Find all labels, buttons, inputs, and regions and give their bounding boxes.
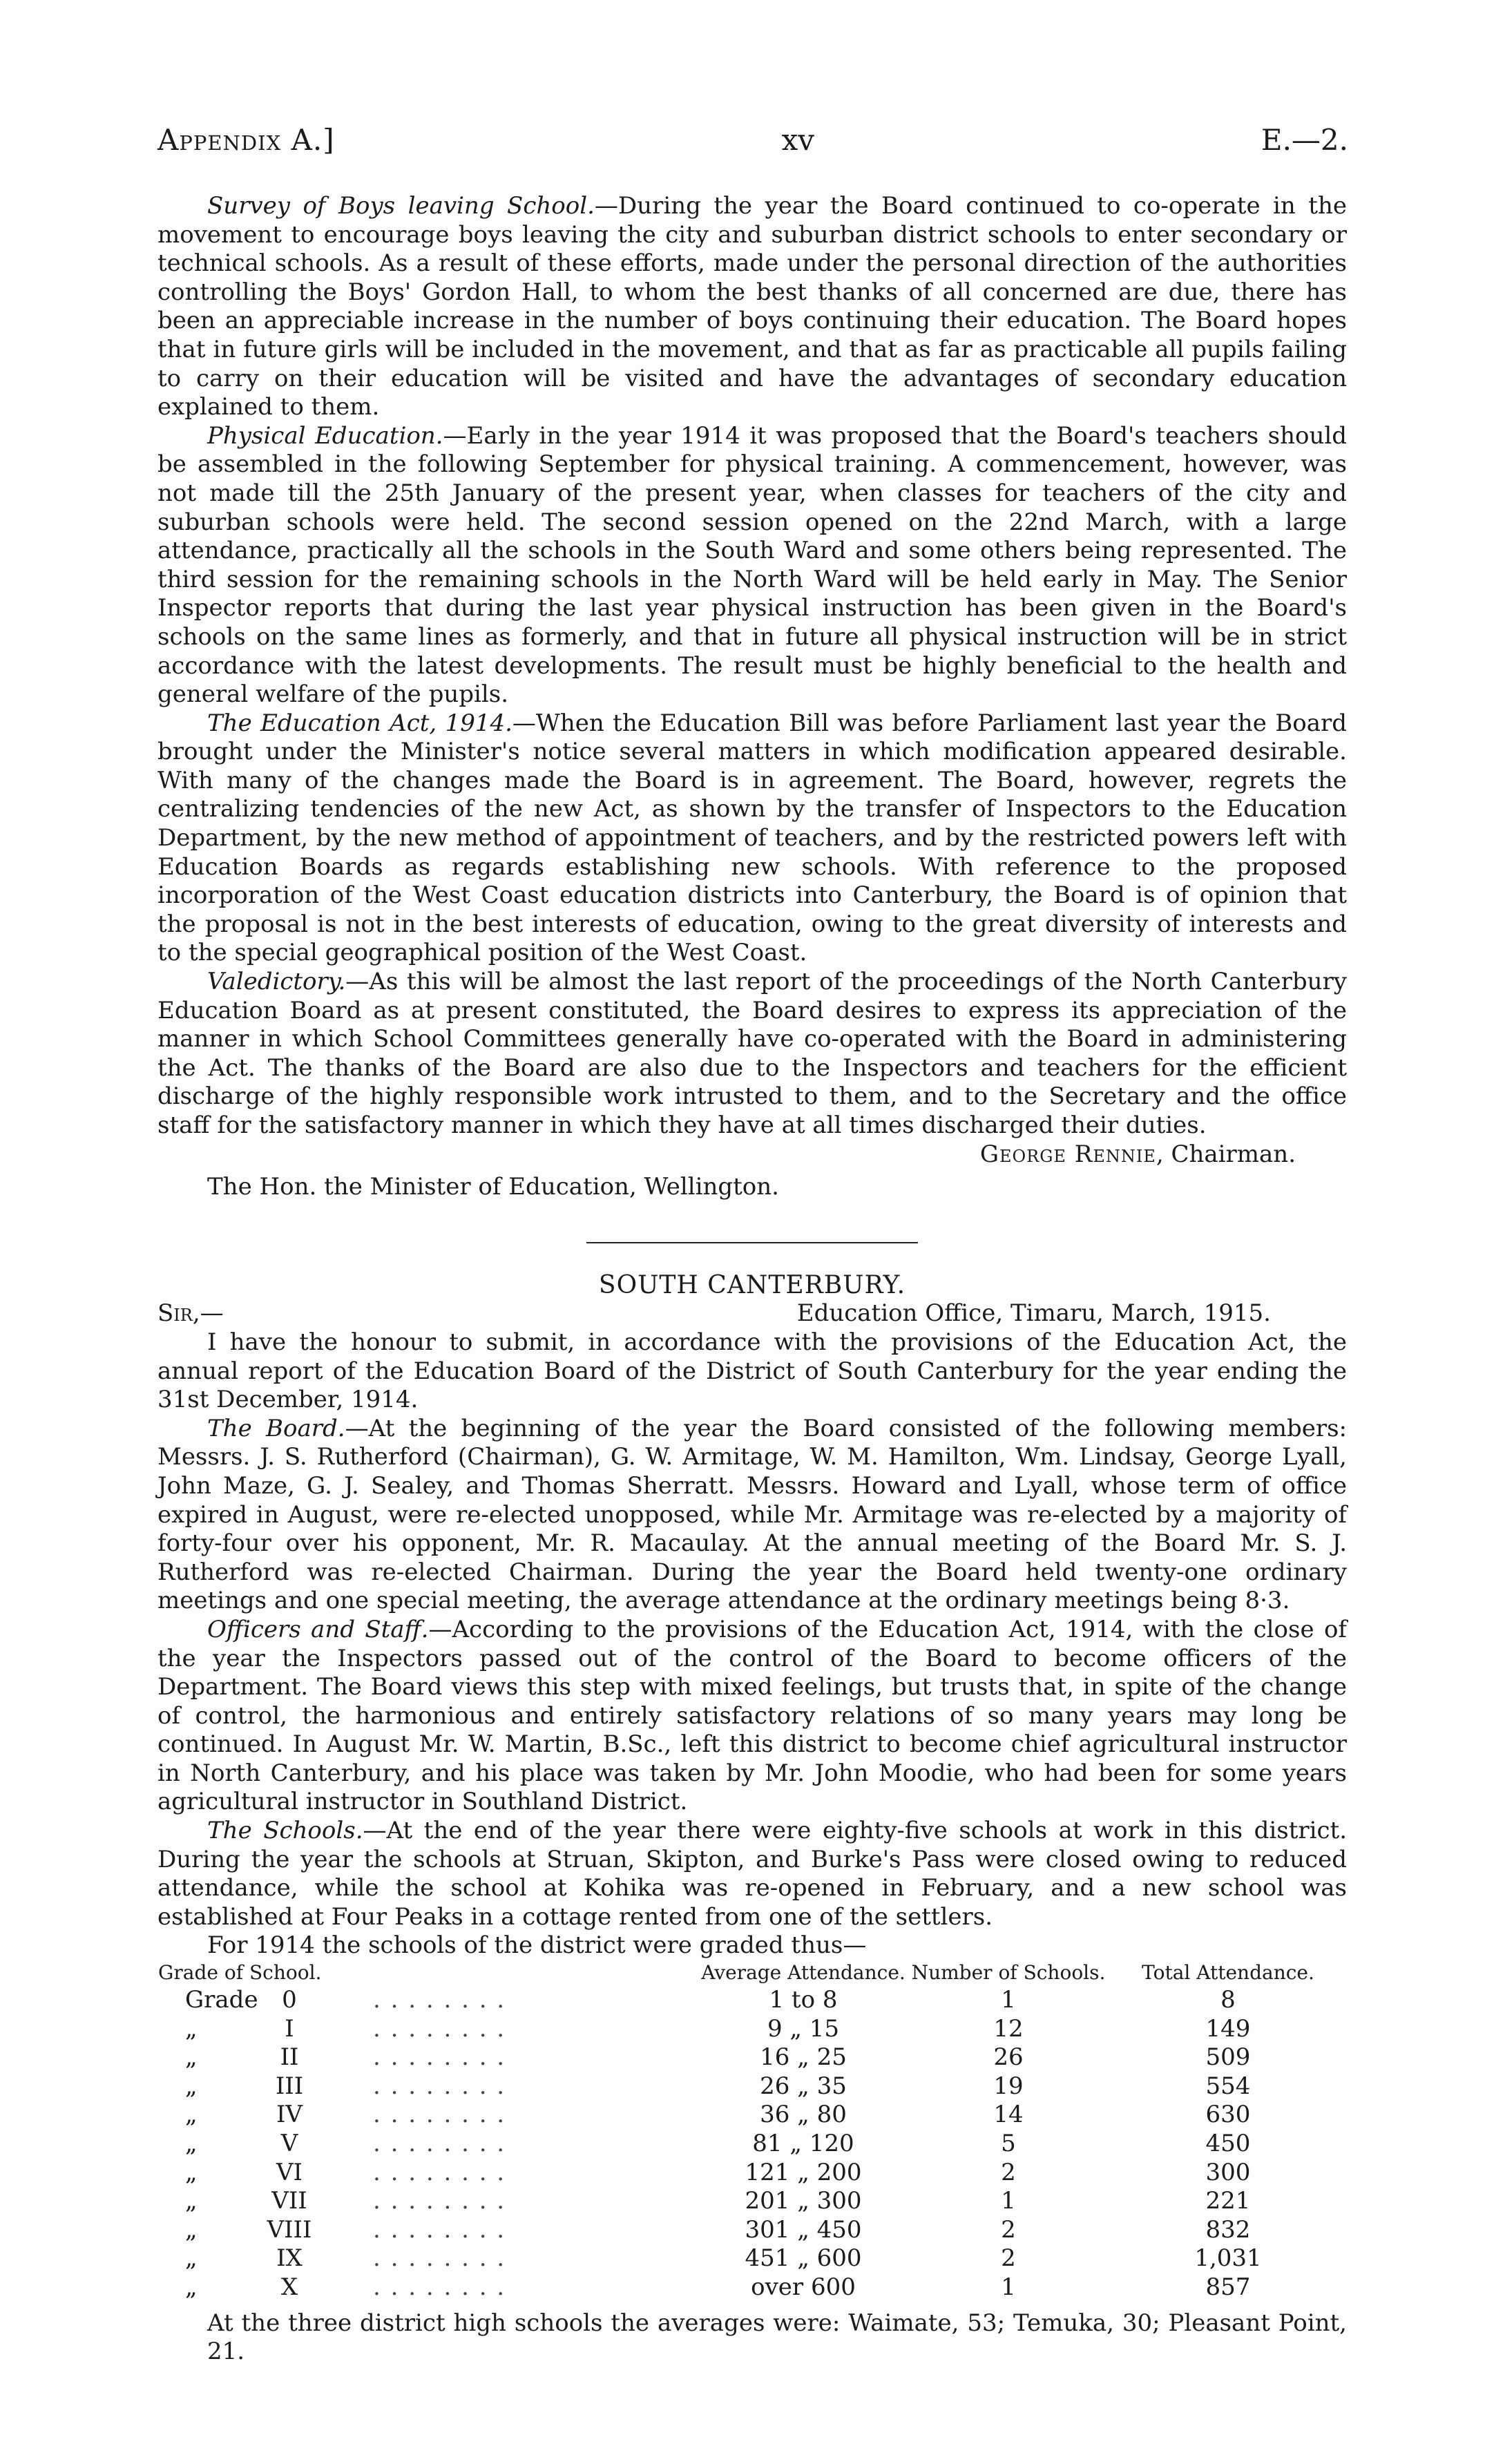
attendance-range: 81 „ 120 bbox=[752, 2130, 854, 2157]
attendance-range: 16 „ 25 bbox=[760, 2043, 847, 2072]
table-row bbox=[157, 1986, 1347, 2015]
leader-dots: . . . . . . . . bbox=[373, 2273, 506, 2301]
attendance-range: 301 „ 450 bbox=[745, 2215, 862, 2244]
header-grade: Grade of School. bbox=[158, 1961, 322, 1985]
number-of-schools: 12 bbox=[993, 2014, 1024, 2043]
grade-cell bbox=[157, 1986, 373, 2015]
paragraph-text: —As this will be almost the last report of the proceedings of the North Canterbury Education Board as at present constituted, the Board desires to express its appreciation of the manner in which School Committees generally have co-operated with the Board in administering the Act. The thanks of the Board are also due to the Inspectors and teachers for the efficient discharge of the highly responsible work intrusted to them, and to the Secretary and the office staff for the satisfactory manner in which they have at all times discharged their duties. bbox=[157, 968, 1347, 1139]
paragraph-text: —According to the provisions of the Education Act, 1914, with the close of the year the Inspectors passed out of the control of the Board to become officers of the Department. The Board views this step with mixed feelings, but trusts that, in spite of the change of control, the harmonious and entirely satisfactory relations of so many years may long be continued. In August Mr. W. Martin, B.Sc., left this district to become chief agricultural instructor in North Canterbury, and his place was taken by Mr. John Moodie, who had been for some years agricultural instructor in Southland District. bbox=[157, 1615, 1348, 1816]
graded-intro: For 1914 the schools of the district were graded thus— bbox=[207, 1931, 867, 1960]
number-of-schools: 26 bbox=[993, 2043, 1024, 2072]
signature-name: George Rennie bbox=[979, 1140, 1156, 1168]
leader-dots: . . . . . . . . bbox=[373, 2043, 506, 2072]
grade-label: „ bbox=[185, 2014, 198, 2043]
paragraph-board bbox=[157, 1415, 1347, 1616]
grades-table bbox=[157, 1962, 1347, 2302]
leader-dots: . . . . . . . . bbox=[373, 2130, 506, 2157]
paragraph-schools bbox=[157, 1817, 1347, 1931]
paragraph-education-act bbox=[157, 709, 1347, 968]
total-attendance: 149 bbox=[1205, 2014, 1251, 2043]
paragraph-heading: The Schools. bbox=[207, 1817, 363, 1845]
leader-dots: . . . . . . . . bbox=[373, 2215, 506, 2244]
grade-cell bbox=[157, 2216, 373, 2245]
table-row bbox=[157, 2072, 1347, 2101]
paragraph-text: —Early in the year 1914 it was proposed that the Board's teachers should be assembled in the following September for physical training. A commencement, however, was not made till the 25th January of the present year, when classes for teachers of the city and suburban schools were held. The second session opened on the 22nd March, with a large attendance, practically all the schools in the South Ward and some others being represented. The third session for the remaining schools in the North Ward will be held early in May. The Senior Inspector reports that during the last year physical instruction has been given in the Board's schools on the same lines as formerly, and that in future all physical instruction will be in strict accordance with the latest developments. The result must be highly beneficial to the health and general welfare of the pupils. bbox=[157, 421, 1347, 709]
leader-dots: . . . . . . . . bbox=[373, 1986, 506, 2014]
grade-numeral: 0 bbox=[282, 1986, 297, 2014]
grade-cell bbox=[157, 2072, 373, 2101]
attendance-range: over 600 bbox=[751, 2273, 856, 2301]
grade-numeral: VI bbox=[276, 2158, 303, 2186]
paragraph-heading: Valedictory. bbox=[207, 968, 346, 996]
total-attendance: 832 bbox=[1205, 2215, 1251, 2244]
table-row bbox=[157, 2273, 1347, 2302]
addressee: The Hon. the Minister of Education, Wellington. bbox=[207, 1173, 779, 1201]
grade-label: „ bbox=[185, 2101, 198, 2129]
table-row bbox=[157, 2130, 1347, 2159]
header-total: Total Attendance. bbox=[1142, 1961, 1314, 1985]
grade-numeral: VII bbox=[271, 2187, 307, 2215]
leader-dots: . . . . . . . . bbox=[373, 2244, 506, 2273]
leader-dots: . . . . . . . . bbox=[373, 2072, 506, 2100]
leader-dots: . . . . . . . . bbox=[373, 2014, 506, 2043]
number-of-schools: 14 bbox=[993, 2101, 1024, 2129]
page-header bbox=[157, 123, 1348, 157]
report-body bbox=[157, 192, 1347, 2367]
leader-dots: . . . . . . . . bbox=[373, 2187, 506, 2215]
attendance-range: 121 „ 200 bbox=[745, 2158, 862, 2186]
grade-cell bbox=[157, 2043, 373, 2072]
section-title: SOUTH CANTERBURY. bbox=[598, 1270, 906, 1299]
closing-line: At the three district high schools the averages were: Waimate, 53; Temuka, 30; Pleasant Point, 21. bbox=[207, 2309, 1347, 2366]
total-attendance: 630 bbox=[1205, 2101, 1251, 2129]
table-body bbox=[157, 1986, 1347, 2302]
grade-label: „ bbox=[185, 2215, 198, 2244]
grade-numeral: I bbox=[285, 2014, 294, 2043]
paragraph-text: —When the Education Bill was before Parliament last year the Board brought under the Minister's notice several matters in which modification appeared desirable. With many of the changes made the Board is in agreement. The Board, however, regrets the centralizing tendencies of the new Act, as shown by the transfer of Inspectors to the Education Department, by the new method of appointment of teachers, and by the restricted powers left with Education Boards as regards establishing new schools. With reference to the proposed incorporation of the West Coast education districts into Canterbury, the Board is of opinion that the proposal is not in the best interests of education, owing to the great diversity of interests and to the special geographical position of the West Coast. bbox=[157, 709, 1347, 967]
table-row bbox=[157, 2187, 1347, 2216]
attendance-range: 26 „ 35 bbox=[760, 2072, 847, 2100]
total-attendance: 857 bbox=[1205, 2273, 1251, 2301]
grade-numeral: II bbox=[280, 2043, 299, 2072]
table-row bbox=[157, 2159, 1347, 2188]
grade-cell bbox=[157, 2244, 373, 2273]
table-row bbox=[157, 2244, 1347, 2273]
grade-numeral: IV bbox=[276, 2101, 303, 2129]
table-row bbox=[157, 2216, 1347, 2245]
grade-numeral: III bbox=[275, 2072, 304, 2100]
grade-numeral: IX bbox=[276, 2244, 303, 2273]
grade-cell bbox=[157, 2159, 373, 2188]
paragraph-text: —At the beginning of the year the Board consisted of the following members: Messrs. J. S. Rutherford (Chairman), G. W. Armitage, W. M. Hamilton, Wm. Lindsay, George Lyall, John Maze, G. J. Sealey, and Thomas Sherratt. Messrs. Howard and Lyall, whose term of office expired in August, were re-elected unopposed, while Mr. Armitage was re-elected by a majority of forty-four over his opponent, Mr. R. Macaulay. At the annual meeting of the Board Mr. S. J. Rutherford was re-elected Chairman. During the year the Board held twenty-one ordinary meetings and one special meeting, the average attendance at the ordinary meetings being 8·3. bbox=[157, 1414, 1347, 1615]
number-of-schools: 5 bbox=[1001, 2130, 1016, 2157]
grade-label: „ bbox=[185, 2273, 198, 2301]
total-attendance: 1,031 bbox=[1194, 2244, 1262, 2273]
grade-cell bbox=[157, 2187, 373, 2216]
grade-cell bbox=[157, 2130, 373, 2159]
grade-label: „ bbox=[185, 2187, 198, 2215]
attendance-range: 1 to 8 bbox=[769, 1986, 838, 2014]
grade-label: „ bbox=[185, 2244, 198, 2273]
paragraph-text: —During the year the Board continued to co-operate in the movement to encourage boys leaving the city and suburban district schools to enter secondary or technical schools. As a result of these efforts, made under the personal direction of the authorities controlling the Boys' Gordon Hall, to whom the best thanks of all concerned are due, there has been an appreciable increase in the number of boys continuing their education. The Board hopes that in future girls will be included in the movement, and that as far as practicable all pupils failing to carry on their education will be visited and have the advantages of secondary education explained to them. bbox=[157, 192, 1347, 421]
number-of-schools: 1 bbox=[1001, 2273, 1016, 2301]
leader-dots: . . . . . . . . bbox=[373, 2158, 506, 2186]
grade-numeral: V bbox=[280, 2130, 298, 2157]
number-of-schools: 19 bbox=[993, 2072, 1024, 2100]
grade-cell bbox=[157, 2273, 373, 2302]
sender-address: Education Office, Timaru, March, 1915. bbox=[796, 1299, 1271, 1328]
grade-label: „ bbox=[185, 2158, 198, 2186]
total-attendance: 221 bbox=[1205, 2187, 1251, 2215]
total-attendance: 8 bbox=[1220, 1986, 1236, 2014]
attendance-range: 451 „ 600 bbox=[745, 2244, 862, 2273]
table-header-row bbox=[157, 1962, 1347, 1986]
salutation: Sir,— bbox=[157, 1299, 224, 1328]
paragraph-intro: I have the honour to submit, in accordance with the provisions of the Education Act, the annual report of the Education Board of the District of South Canterbury for the year ending the 31st December, 1914. bbox=[157, 1328, 1347, 1414]
paragraph-officers bbox=[157, 1616, 1347, 1817]
paragraph-heading: The Board. bbox=[207, 1414, 345, 1442]
header-appendix: Appendix A.] bbox=[157, 123, 335, 157]
grade-label: „ bbox=[185, 2072, 198, 2100]
header-page-number: xv bbox=[781, 123, 814, 157]
table-row bbox=[157, 2015, 1347, 2044]
grade-label: Grade bbox=[185, 1986, 258, 2014]
section-divider bbox=[586, 1242, 918, 1243]
grade-label: „ bbox=[185, 2043, 198, 2072]
header-schools: Number of Schools. bbox=[911, 1961, 1106, 1985]
grade-numeral: VIII bbox=[267, 2215, 312, 2244]
total-attendance: 450 bbox=[1205, 2130, 1251, 2157]
grade-numeral: X bbox=[280, 2273, 298, 2301]
number-of-schools: 1 bbox=[1001, 2187, 1016, 2215]
paragraph-heading: The Education Act, 1914. bbox=[207, 709, 512, 737]
leader-dots: . . . . . . . . bbox=[373, 2101, 506, 2129]
header-attendance: Average Attendance. bbox=[701, 1961, 906, 1985]
paragraph-survey bbox=[157, 192, 1347, 422]
number-of-schools: 1 bbox=[1001, 1986, 1016, 2014]
paragraph-text: —At the end of the year there were eighty-five schools at work in this district. During the year the schools at Struan, Skipton, and Burke's Pass were closed owing to reduced attendance, while the school at Kohika was re-opened in February, and a new school was established at Four Peaks in a cottage rented from one of the settlers. bbox=[157, 1817, 1347, 1931]
salutation-line bbox=[157, 1299, 1347, 1328]
table-row bbox=[157, 2043, 1347, 2072]
grade-cell bbox=[157, 2101, 373, 2130]
grade-label: „ bbox=[185, 2130, 198, 2157]
total-attendance: 509 bbox=[1205, 2043, 1251, 2072]
total-attendance: 300 bbox=[1205, 2158, 1251, 2186]
attendance-range: 36 „ 80 bbox=[760, 2101, 847, 2129]
paragraph-valedictory bbox=[157, 968, 1347, 1140]
number-of-schools: 2 bbox=[1001, 2215, 1016, 2244]
paragraph-heading: Officers and Staff. bbox=[207, 1615, 429, 1643]
total-attendance: 554 bbox=[1205, 2072, 1251, 2100]
number-of-schools: 2 bbox=[1001, 2158, 1016, 2186]
attendance-range: 9 „ 15 bbox=[767, 2014, 840, 2043]
signature-role: , Chairman. bbox=[1156, 1140, 1296, 1168]
number-of-schools: 2 bbox=[1001, 2244, 1016, 2273]
header-reference: E.—2. bbox=[1261, 123, 1348, 157]
paragraph-physical-education bbox=[157, 422, 1347, 709]
paragraph-heading: Survey of Boys leaving School. bbox=[207, 192, 595, 220]
signature bbox=[157, 1140, 1347, 1169]
table-row bbox=[157, 2101, 1347, 2130]
grade-cell bbox=[157, 2015, 373, 2044]
paragraph-heading: Physical Education. bbox=[207, 421, 443, 450]
attendance-range: 201 „ 300 bbox=[745, 2187, 862, 2215]
